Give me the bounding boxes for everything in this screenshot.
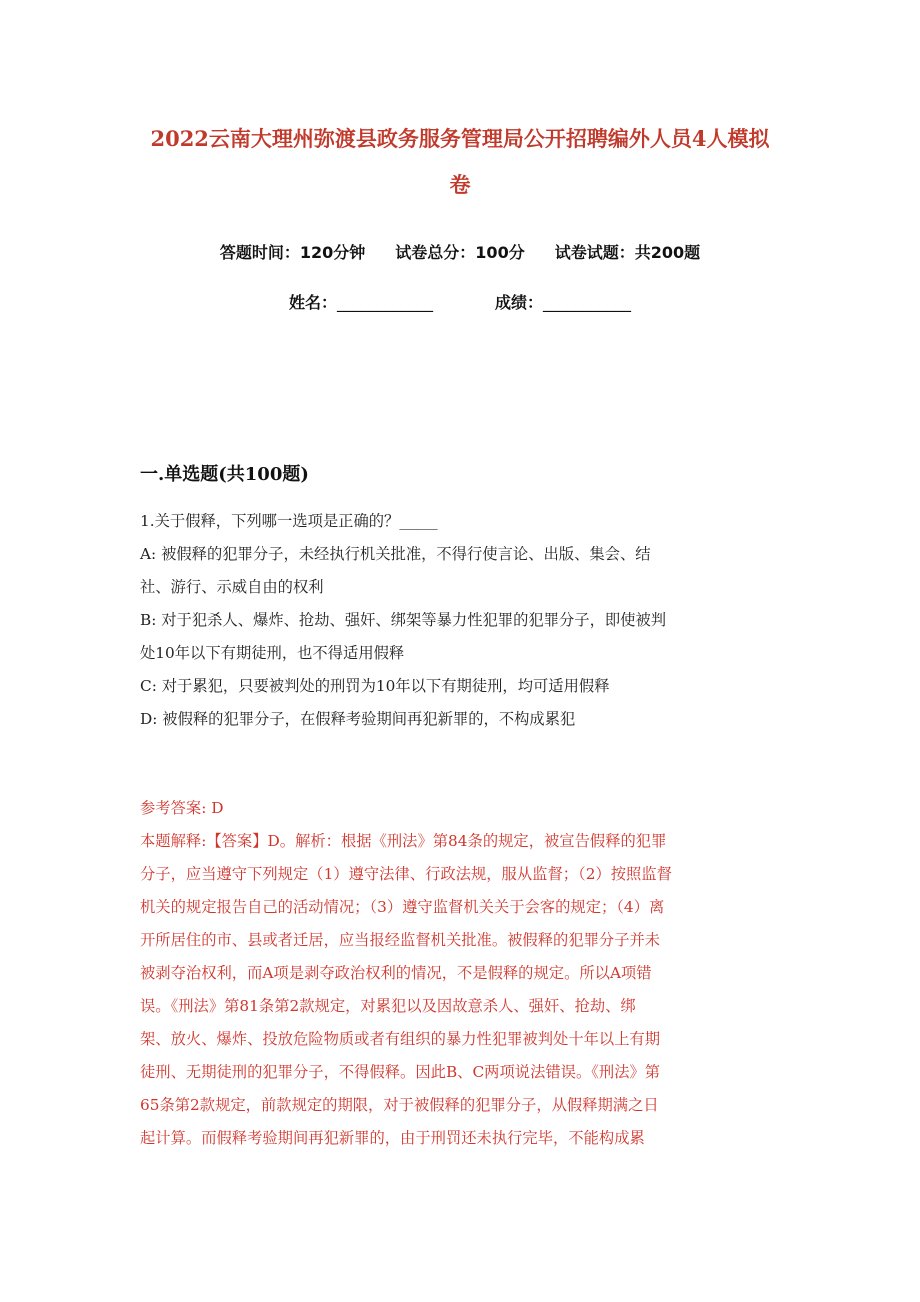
exam-title: 2022云南大理州弥渡县政务服务管理局公开招聘编外人员4人模拟 [150, 126, 770, 151]
explanation-line: 分子，应当遵守下列规定（1）遵守法律、行政法规，服从监督；（2）按照监督 [140, 865, 672, 883]
name-blank: ____________ [337, 293, 433, 312]
explanation-line: 本题解释:【答案】D。解析：根据《刑法》第84条的规定，被宣告假释的犯罪 [140, 832, 667, 850]
question-stem: 1.关于假释，下列哪一选项是正确的？_____ [140, 512, 438, 530]
option-d: D: 被假释的犯罪分子，在假释考验期间再犯新罪的，不构成累犯 [140, 710, 576, 728]
explanation-line: 机关的规定报告自己的活动情况；（3）遵守监督机关关于会客的规定；（4）离 [140, 898, 665, 916]
exam-title-continued: 卷 [449, 172, 471, 197]
score-blank: ___________ [543, 293, 632, 312]
question-block [140, 505, 790, 736]
score-label: 成绩： [495, 293, 544, 312]
name-score-row [0, 290, 920, 313]
option-a: A: 被假释的犯罪分子，未经执行机关批准，不得行使言论、出版、集会、结 [140, 545, 651, 563]
explanation-line: 被剥夺治权利，而A项是剥夺政治权利的情况，不是假释的规定。所以A项错 [140, 964, 652, 982]
answer-block [140, 792, 790, 1155]
reference-answer: 参考答案: D [140, 799, 224, 817]
explanation-line: 徒刑、无期徒刑的犯罪分子，不得假释。因此B、C两项说法错误。《刑法》第 [140, 1063, 661, 1081]
explanation-line: 误。《刑法》第81条第2款规定，对累犯以及因故意杀人、强奸、抢劫、绑 [140, 997, 636, 1015]
exam-time: 答题时间：120分钟 [219, 243, 366, 262]
section-heading: 一.单选题(共100题) [140, 464, 309, 485]
option-a-continued: 社、游行、示威自由的权利 [140, 578, 324, 596]
exam-question-count: 试卷试题：共200题 [554, 243, 701, 262]
option-b-continued: 处10年以下有期徒刑，也不得适用假释 [140, 644, 405, 662]
option-b: B: 对于犯杀人、爆炸、抢劫、强奸、绑架等暴力性犯罪的犯罪分子，即使被判 [140, 611, 667, 629]
explanation-line: 起计算。而假释考验期间再犯新罪的，由于刑罚还未执行完毕，不能构成累 [140, 1129, 645, 1147]
explanation-line: 65条第2款规定，前款规定的期限，对于被假释的犯罪分子，从假释期满之日 [140, 1096, 659, 1114]
exam-meta [0, 240, 920, 263]
name-label: 姓名： [288, 293, 337, 312]
explanation-line: 架、放火、爆炸、投放危险物质或者有组织的暴力性犯罪被判处十年以上有期 [140, 1030, 661, 1048]
explanation-line: 开所居住的市、县或者迁居，应当报经监督机关批准。被假释的犯罪分子并未 [140, 931, 661, 949]
option-c: C: 对于累犯，只要被判处的刑罚为10年以下有期徒刑，均可适用假释 [140, 677, 610, 695]
exam-total-score: 试卷总分：100分 [395, 243, 525, 262]
